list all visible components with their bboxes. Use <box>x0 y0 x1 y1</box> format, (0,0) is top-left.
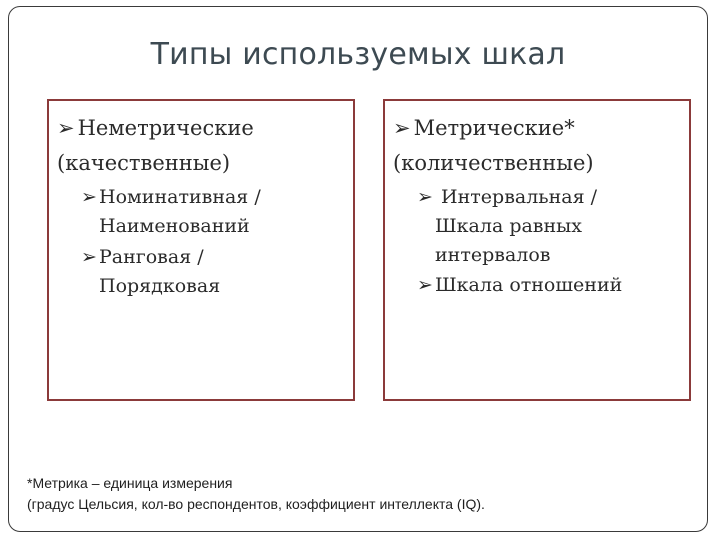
nonmetric-heading <box>57 111 254 181</box>
list-item-label: Ранговая / Порядковая <box>99 246 221 297</box>
arrow-bullet-icon: ➢ <box>417 274 433 296</box>
list-item-label: Номинативная / Наименований <box>99 186 261 237</box>
arrow-bullet-icon: ➢ <box>393 116 411 140</box>
footnote-line2: (градус Цельсия, кол-во респондентов, коэффициент интеллекта (IQ). <box>27 496 485 512</box>
metric-heading <box>393 111 594 181</box>
nonmetric-box <box>47 99 355 401</box>
metric-heading-line2: (количественные) <box>393 151 594 175</box>
slide <box>8 6 708 532</box>
slide-title: Типы используемых шкал <box>150 37 566 72</box>
arrow-bullet-icon: ➢ <box>57 116 75 140</box>
list-item <box>417 183 687 270</box>
nonmetric-heading-line2: (качественные) <box>57 151 231 175</box>
arrow-bullet-icon: ➢ <box>81 246 97 268</box>
metric-box <box>383 99 691 401</box>
arrow-bullet-icon: ➢ <box>417 186 433 208</box>
arrow-bullet-icon: ➢ <box>81 186 97 208</box>
nonmetric-heading-line1: Неметрические <box>77 116 254 140</box>
footnote <box>27 473 485 515</box>
list-item <box>417 271 687 300</box>
list-item <box>81 183 351 241</box>
list-item <box>81 243 351 301</box>
list-item-label: Шкала отношений <box>435 274 623 296</box>
list-item-label: Интервальная / Шкала равных интервалов <box>435 186 604 266</box>
metric-heading-line1: Метрические* <box>413 116 575 140</box>
footnote-line1: *Метрика – единица измерения <box>27 475 233 491</box>
